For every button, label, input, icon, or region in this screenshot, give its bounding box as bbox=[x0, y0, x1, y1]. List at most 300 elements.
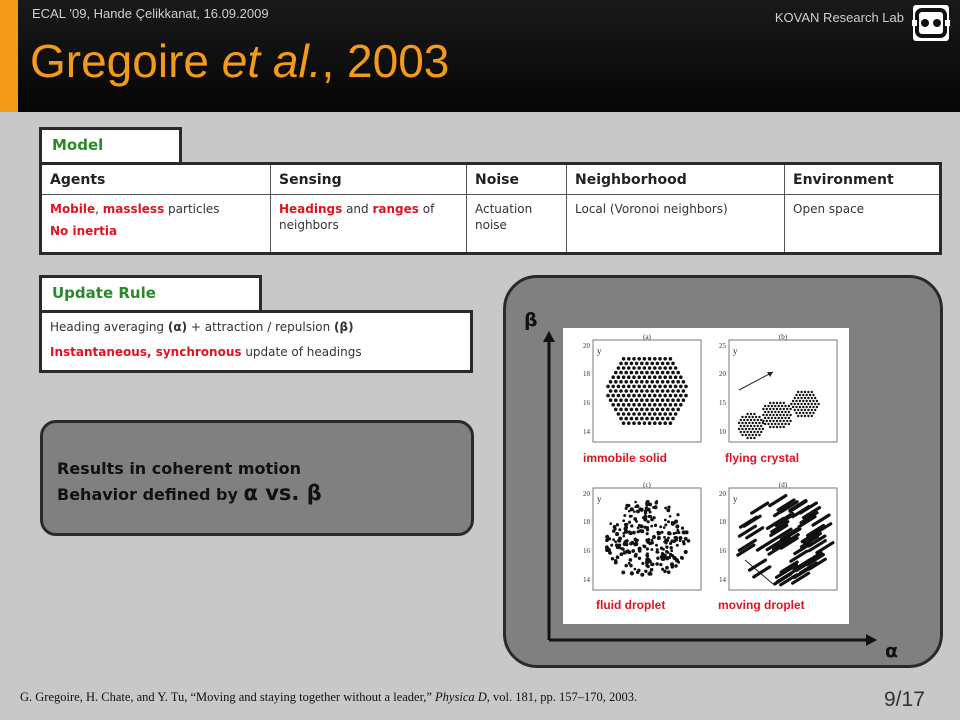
particle bbox=[772, 420, 774, 422]
particle bbox=[622, 535, 625, 538]
update-line1-c: + attraction / repulsion bbox=[187, 320, 335, 334]
particle bbox=[645, 362, 649, 366]
panel-d-yvar: y bbox=[733, 494, 738, 504]
particle bbox=[671, 380, 675, 384]
particle bbox=[681, 526, 684, 529]
particle bbox=[648, 421, 652, 425]
particle bbox=[622, 519, 625, 522]
particle bbox=[679, 385, 683, 389]
particle bbox=[674, 394, 678, 398]
particle bbox=[630, 371, 634, 375]
particle bbox=[640, 508, 644, 512]
particle bbox=[656, 362, 660, 366]
particle bbox=[774, 411, 776, 413]
conference-info: ECAL ’09, Hande Çelikkanat, 16.09.2009 bbox=[32, 6, 269, 21]
particle bbox=[655, 500, 658, 503]
particle bbox=[752, 422, 754, 424]
particle bbox=[766, 420, 768, 422]
particle bbox=[779, 420, 781, 422]
particle bbox=[650, 371, 654, 375]
particle bbox=[778, 405, 780, 407]
particle bbox=[637, 530, 640, 533]
particle bbox=[767, 405, 769, 407]
particle bbox=[627, 385, 631, 389]
particle bbox=[619, 389, 623, 393]
particle bbox=[605, 535, 609, 539]
particle bbox=[659, 525, 662, 528]
particle bbox=[630, 362, 634, 366]
particle bbox=[653, 357, 657, 361]
particle bbox=[807, 403, 809, 405]
particle bbox=[651, 539, 654, 542]
agents-rest: particles bbox=[164, 202, 220, 216]
particle bbox=[769, 414, 771, 416]
particle bbox=[792, 400, 794, 402]
particle bbox=[671, 521, 674, 524]
particle bbox=[676, 513, 679, 516]
title-italic: et al. bbox=[221, 35, 322, 87]
particle bbox=[666, 389, 670, 393]
particle bbox=[610, 544, 613, 547]
particle bbox=[612, 529, 615, 532]
particle bbox=[661, 380, 665, 384]
particle bbox=[645, 408, 649, 412]
particle-streak bbox=[744, 516, 760, 526]
particle-streak bbox=[754, 567, 770, 577]
particle bbox=[663, 536, 666, 539]
particle bbox=[667, 551, 670, 554]
particle bbox=[670, 546, 673, 549]
panel-a-ytick: 18 bbox=[583, 370, 590, 378]
particle bbox=[638, 549, 642, 553]
particle bbox=[655, 544, 658, 547]
particle bbox=[650, 398, 654, 402]
particle bbox=[633, 517, 637, 521]
particle bbox=[784, 423, 786, 425]
particle bbox=[614, 389, 618, 393]
particle bbox=[657, 536, 661, 540]
particle bbox=[752, 428, 754, 430]
particle bbox=[630, 380, 634, 384]
particle bbox=[614, 380, 618, 384]
particle bbox=[627, 394, 631, 398]
particle bbox=[783, 402, 785, 404]
particle bbox=[800, 391, 802, 393]
particle bbox=[812, 412, 814, 414]
particle bbox=[650, 568, 654, 572]
particle bbox=[776, 426, 778, 428]
particle bbox=[800, 397, 802, 399]
particle bbox=[792, 406, 794, 408]
particle bbox=[687, 539, 691, 543]
result-line1: Results in coherent motion bbox=[57, 459, 302, 478]
particle bbox=[666, 408, 670, 412]
particle bbox=[771, 411, 773, 413]
particle bbox=[674, 520, 678, 524]
particle bbox=[755, 416, 757, 418]
particle bbox=[783, 420, 785, 422]
particle bbox=[609, 380, 613, 384]
particle bbox=[624, 408, 628, 412]
particle bbox=[671, 362, 675, 366]
particle bbox=[772, 414, 774, 416]
update-line1-beta: (β) bbox=[334, 320, 354, 334]
particle bbox=[632, 412, 636, 416]
particle bbox=[636, 509, 640, 513]
particle bbox=[646, 532, 649, 535]
particle bbox=[674, 412, 678, 416]
particle bbox=[753, 425, 755, 427]
particle bbox=[646, 547, 649, 550]
particle bbox=[660, 555, 664, 559]
particle bbox=[611, 403, 615, 407]
particle bbox=[800, 409, 802, 411]
particle bbox=[661, 568, 664, 571]
particle bbox=[643, 403, 647, 407]
particle bbox=[676, 398, 680, 402]
particle bbox=[661, 398, 665, 402]
particle bbox=[767, 417, 769, 419]
particle bbox=[640, 380, 644, 384]
particle bbox=[682, 389, 686, 393]
particle bbox=[614, 371, 618, 375]
particle bbox=[655, 562, 658, 565]
particle bbox=[643, 394, 647, 398]
particle bbox=[757, 425, 759, 427]
panel-a-ytick: 14 bbox=[583, 428, 590, 436]
col-sensing: Sensing bbox=[271, 164, 467, 195]
particle bbox=[675, 524, 679, 528]
model-tab: Model bbox=[39, 127, 182, 165]
particle bbox=[640, 371, 644, 375]
particle bbox=[669, 375, 673, 379]
particle bbox=[617, 366, 621, 370]
particle bbox=[812, 406, 814, 408]
particle bbox=[746, 425, 748, 427]
particle bbox=[637, 366, 641, 370]
panel-d-ytick: 16 bbox=[719, 547, 726, 555]
particle bbox=[779, 426, 781, 428]
particle bbox=[643, 421, 647, 425]
particle bbox=[615, 532, 619, 536]
particle bbox=[628, 562, 631, 565]
particle bbox=[635, 540, 638, 543]
particle bbox=[658, 412, 662, 416]
particle bbox=[788, 405, 790, 407]
particle bbox=[766, 408, 768, 410]
particle bbox=[625, 529, 628, 532]
particle bbox=[671, 417, 675, 421]
particle bbox=[677, 561, 680, 564]
label-flying-crystal: flying crystal bbox=[725, 451, 800, 465]
particle bbox=[669, 515, 672, 518]
citation-b: , vol. 181, pp. 157–170, 2003. bbox=[486, 690, 638, 704]
particle bbox=[753, 413, 755, 415]
particle bbox=[781, 423, 783, 425]
particle bbox=[812, 394, 814, 396]
particle bbox=[784, 405, 786, 407]
particle bbox=[661, 417, 665, 421]
particle bbox=[788, 411, 790, 413]
particle bbox=[812, 400, 814, 402]
sensing-mid: and bbox=[342, 202, 373, 216]
particle bbox=[637, 375, 641, 379]
particle bbox=[658, 375, 662, 379]
particle bbox=[667, 520, 670, 523]
particle bbox=[629, 531, 633, 535]
particle bbox=[636, 504, 640, 508]
particle bbox=[623, 514, 626, 517]
particle bbox=[762, 414, 764, 416]
particle bbox=[669, 385, 673, 389]
particle bbox=[781, 405, 783, 407]
citation bbox=[20, 690, 637, 705]
particle bbox=[627, 403, 631, 407]
alpha-axis-label: α bbox=[885, 640, 899, 662]
particle bbox=[606, 385, 610, 389]
title-prefix: Gregoire bbox=[30, 35, 222, 87]
particle bbox=[656, 389, 660, 393]
particle bbox=[617, 412, 621, 416]
particle bbox=[621, 547, 624, 550]
particle bbox=[663, 357, 667, 361]
particle bbox=[647, 520, 650, 523]
particle bbox=[795, 412, 797, 414]
panel-b-ytick: 25 bbox=[719, 342, 726, 350]
particle bbox=[614, 408, 618, 412]
particle bbox=[630, 408, 634, 412]
particle bbox=[676, 529, 679, 532]
particle bbox=[748, 416, 750, 418]
panel-a-yvar: y bbox=[597, 346, 602, 356]
particle bbox=[614, 398, 618, 402]
particle bbox=[637, 569, 640, 572]
particle bbox=[644, 570, 647, 573]
label-fluid-droplet: fluid droplet bbox=[596, 598, 666, 612]
particle bbox=[624, 371, 628, 375]
particle-streak bbox=[770, 496, 786, 506]
particle bbox=[611, 557, 615, 561]
particle bbox=[788, 417, 790, 419]
particle bbox=[648, 542, 652, 546]
particle bbox=[658, 421, 662, 425]
particle bbox=[679, 394, 683, 398]
particle bbox=[750, 431, 752, 433]
particle bbox=[619, 371, 623, 375]
particle bbox=[658, 531, 662, 535]
particle bbox=[816, 406, 818, 408]
particle bbox=[635, 371, 639, 375]
particle bbox=[795, 400, 797, 402]
particle bbox=[667, 570, 671, 574]
particle bbox=[752, 416, 754, 418]
particle bbox=[622, 421, 626, 425]
particle bbox=[635, 362, 639, 366]
particle bbox=[748, 422, 750, 424]
particle bbox=[629, 558, 633, 562]
particle bbox=[650, 408, 654, 412]
particle bbox=[783, 426, 785, 428]
particle bbox=[645, 380, 649, 384]
particle bbox=[640, 573, 644, 577]
page-number: 9/17 bbox=[884, 688, 925, 711]
particle bbox=[634, 501, 637, 504]
particle bbox=[648, 503, 652, 507]
particle bbox=[764, 423, 766, 425]
particle bbox=[806, 400, 808, 402]
particle bbox=[650, 518, 654, 522]
particle bbox=[645, 417, 649, 421]
particle bbox=[764, 417, 766, 419]
panel-c-ytick: 18 bbox=[583, 518, 590, 526]
agents-line2: No inertia bbox=[50, 224, 118, 238]
snapshot-immobile-solid bbox=[606, 357, 688, 425]
col-agents: Agents bbox=[41, 164, 271, 195]
particle bbox=[684, 385, 688, 389]
particle bbox=[776, 420, 778, 422]
particle bbox=[680, 537, 683, 540]
particle bbox=[741, 416, 743, 418]
particle bbox=[620, 552, 624, 556]
particle bbox=[643, 412, 647, 416]
particle bbox=[637, 526, 640, 529]
particle bbox=[616, 555, 620, 559]
particle bbox=[683, 542, 686, 545]
particle bbox=[640, 524, 644, 528]
particle bbox=[758, 434, 760, 436]
particle bbox=[811, 403, 813, 405]
particle bbox=[794, 397, 796, 399]
particle bbox=[650, 563, 653, 566]
particle bbox=[804, 415, 806, 417]
particle bbox=[624, 389, 628, 393]
particle bbox=[748, 434, 750, 436]
particle bbox=[635, 398, 639, 402]
particle bbox=[789, 420, 791, 422]
particle bbox=[666, 362, 670, 366]
particle bbox=[618, 536, 622, 540]
particle bbox=[769, 402, 771, 404]
particle bbox=[811, 397, 813, 399]
particle bbox=[622, 375, 626, 379]
particle bbox=[640, 529, 644, 533]
particle bbox=[630, 507, 634, 511]
particle bbox=[740, 431, 742, 433]
particle bbox=[684, 550, 688, 554]
update-line2-rest: update of headings bbox=[241, 345, 362, 359]
particle bbox=[658, 385, 662, 389]
agents-sep: , bbox=[95, 202, 103, 216]
particle bbox=[653, 403, 657, 407]
particle bbox=[618, 528, 621, 531]
particle bbox=[633, 510, 636, 513]
particle bbox=[778, 417, 780, 419]
particle bbox=[788, 423, 790, 425]
particle bbox=[637, 412, 641, 416]
particle bbox=[622, 357, 626, 361]
particle bbox=[802, 406, 804, 408]
particle bbox=[654, 524, 657, 527]
particle bbox=[809, 412, 811, 414]
sensing-rest: of neighbors bbox=[279, 202, 435, 232]
label-moving-droplet: moving droplet bbox=[718, 598, 805, 612]
particle bbox=[608, 551, 612, 555]
particle bbox=[673, 532, 676, 535]
particle bbox=[811, 415, 813, 417]
particle bbox=[776, 402, 778, 404]
particle bbox=[669, 412, 673, 416]
particle bbox=[661, 408, 665, 412]
particle bbox=[790, 403, 792, 405]
particle bbox=[653, 412, 657, 416]
particle bbox=[671, 408, 675, 412]
particle bbox=[797, 409, 799, 411]
particle bbox=[740, 425, 742, 427]
result-line2-b: α vs. β bbox=[243, 481, 322, 505]
particle bbox=[671, 398, 675, 402]
particle bbox=[769, 408, 771, 410]
particle bbox=[797, 415, 799, 417]
particle bbox=[632, 421, 636, 425]
cell-environment: Open space bbox=[785, 195, 941, 254]
particle bbox=[745, 428, 747, 430]
particle bbox=[630, 417, 634, 421]
particle bbox=[670, 549, 673, 552]
particle bbox=[776, 408, 778, 410]
particle-streak bbox=[750, 560, 766, 570]
particle bbox=[669, 403, 673, 407]
particle bbox=[746, 413, 748, 415]
particle bbox=[762, 420, 764, 422]
particle bbox=[664, 519, 667, 522]
agents-red1: Mobile bbox=[50, 202, 96, 216]
particle bbox=[816, 400, 818, 402]
particle bbox=[802, 400, 804, 402]
particle bbox=[635, 553, 638, 556]
particle bbox=[640, 398, 644, 402]
particle bbox=[611, 394, 615, 398]
particle bbox=[679, 403, 683, 407]
particle bbox=[786, 420, 788, 422]
particle bbox=[674, 375, 678, 379]
particle bbox=[771, 417, 773, 419]
particle bbox=[630, 398, 634, 402]
particle bbox=[666, 398, 670, 402]
panel-c-tag: (c) bbox=[643, 481, 651, 489]
particle bbox=[631, 549, 635, 553]
panel-b-ytick: 10 bbox=[719, 428, 726, 436]
particle bbox=[643, 385, 647, 389]
particle bbox=[762, 422, 764, 424]
particle bbox=[778, 423, 780, 425]
particle bbox=[632, 385, 636, 389]
particle bbox=[799, 394, 801, 396]
particle bbox=[750, 437, 752, 439]
particle bbox=[663, 412, 667, 416]
particle bbox=[784, 411, 786, 413]
particle bbox=[614, 559, 617, 562]
particle bbox=[800, 403, 802, 405]
particle bbox=[627, 357, 631, 361]
particle bbox=[758, 416, 760, 418]
particle bbox=[632, 366, 636, 370]
particle bbox=[750, 419, 752, 421]
particle bbox=[624, 417, 628, 421]
particle bbox=[778, 411, 780, 413]
particle bbox=[646, 526, 649, 529]
particle bbox=[616, 523, 619, 526]
particle bbox=[653, 375, 657, 379]
